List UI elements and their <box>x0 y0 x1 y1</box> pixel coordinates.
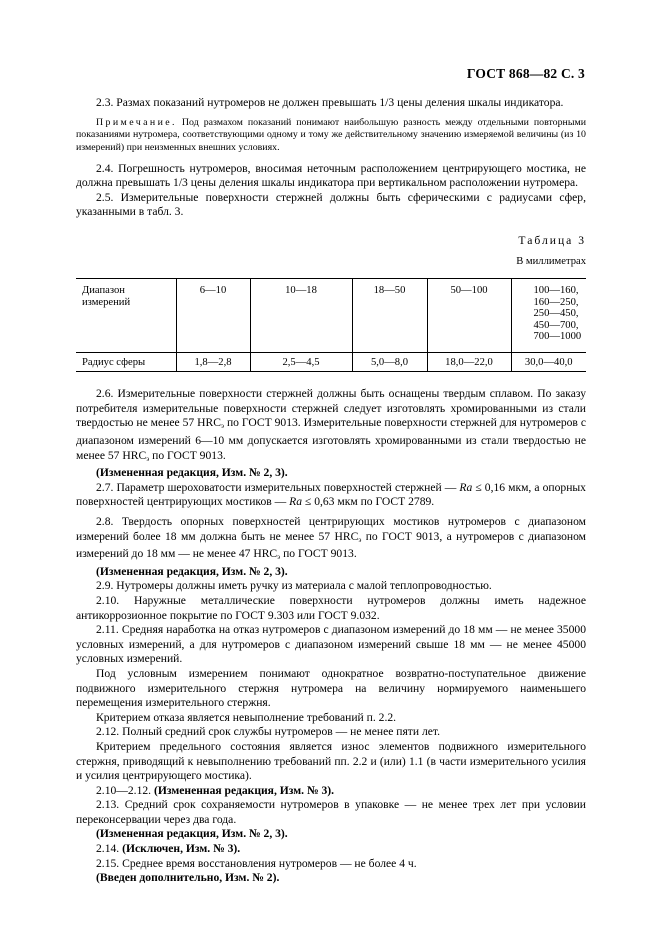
cell-line: 700—1000 <box>533 331 582 343</box>
table-cell: Радиус сферы <box>76 352 176 372</box>
clause-2-4: 2.4. Погрешность нутромеров, вносимая неточным расположением центрирующего мостика, не должна превышать 1/3 цены деления шкалы индикатора при вертикальном расположении нутромера. <box>76 161 586 190</box>
clause-2-9: 2.9. Нутромеры должны иметь ручку из материала с малой теплопроводностью. <box>96 579 492 593</box>
text: 2.6. Измерительные поверхности стержней должны быть оснащены твердым сплавом. По заказу потребителя измерительные поверхности стержней следует изготовлять хромированными из стали твердостью не менее 57 HRC <box>76 387 586 430</box>
cell-line: 100—160, <box>533 285 579 297</box>
table-cell: 1,8—2,8 <box>176 352 250 372</box>
conditional-measurement-definition: Под условным измерением понимают однократное возвратно-поступательное движение подвижного измерительного стержня нутромера на величину нормируемого наименьшего перемещения измерительного стержня. <box>76 666 586 710</box>
text: 2.7. Параметр шероховатости измерительных поверхностей стержней — <box>96 480 460 494</box>
clause-2-13: 2.13. Средний срок сохраняемости нутромеров в упаковке — не менее трех лет при условии переконсервации через два года. <box>76 798 586 826</box>
cell-line: 450—700, <box>533 319 579 331</box>
table-row <box>76 279 586 353</box>
text: 2.8. Твердость опорных поверхностей центрирующих мостиков нутромеров с диапазоном измерений более 18 мм должна быть не менее 57 HRC <box>76 515 586 543</box>
subscript: э <box>277 553 281 562</box>
text: Ra <box>459 480 473 494</box>
failure-criterion: Критерием отказа является невыполнение требований п. 2.2. <box>96 710 397 724</box>
table-cell: 2,5—4,5 <box>250 352 352 372</box>
table-cell: 50—100 <box>427 279 511 353</box>
table-unit: В миллиметрах <box>516 255 586 267</box>
amendment-note: (Измененная редакция, Изм. № 2, 3). <box>96 827 288 841</box>
table-cell: Диапазон измерений <box>76 279 176 353</box>
text: (Измененная редакция, Изм. № 3). <box>153 783 335 797</box>
table-cell: 6—10 <box>176 279 250 353</box>
text: по ГОСТ 9013. Измерительные поверхности стержней для нутромеров с диапазоном измерений 6—10 мм допускается изготовлять хромированными из стали твердостью не менее 57 HRC <box>76 416 587 462</box>
text: 2.10—2.12. <box>96 783 154 797</box>
text: по ГОСТ 9013. <box>280 547 357 561</box>
cell-line: 160—250, <box>533 296 579 308</box>
text: Ra <box>289 495 303 509</box>
clause-2-15: 2.15. Среднее время восстановления нутромеров — не более 4 ч. <box>96 856 417 870</box>
table-cell: 18—50 <box>352 279 427 353</box>
clause-2-11: 2.11. Средняя наработка на отказ нутромеров с диапазоном измерений до 18 мм — не менее 35000 условных измерений, а для нутромеров с диапазоном измерений свыше 18 мм — не менее 45000 условных измерений. <box>76 623 586 666</box>
clause-2-8 <box>76 515 586 565</box>
clause-2-3: 2.3. Размах показаний нутромеров не должен превышать 1/3 цены деления шкалы индикатора. <box>96 96 564 109</box>
note-text: Под размахом показаний понимают наибольшую разность между отдельными повторными показаниями нутромера, соответствующими одному и тому же действительному значению измеряемой величины (из 10 измерений) при неизменных внешних условиях. <box>76 116 586 153</box>
added-note: (Введен дополнительно, Изм. № 2). <box>96 871 280 885</box>
note-label: Примечание. <box>96 116 177 128</box>
clause-2-10: 2.10. Наружные металлические поверхности нутромеров должны иметь надежное антикоррозионное покрытие по ГОСТ 9.303 или ГОСТ 9.032. <box>76 593 586 622</box>
document-body <box>76 96 586 886</box>
subscript: э <box>358 535 362 544</box>
clause-2-7 <box>76 481 586 510</box>
cell-line: 250—450, <box>533 308 579 320</box>
text: по ГОСТ 9013. <box>149 448 226 462</box>
amendment-2-10-2-12 <box>76 784 586 799</box>
clause-2-6 <box>76 387 586 466</box>
subscript: э <box>221 422 225 431</box>
table-cell <box>511 279 586 353</box>
limit-state-criterion: Критерием предельного состояния является износ элементов подвижного измерительного стержня, приводящий к невыполнению требований пп. 2.2 и (или) 1.1 (в части измерительного усилия и усилия центрирующего мостика). <box>76 739 586 783</box>
amendment-note: (Измененная редакция, Изм. № 2, 3). <box>96 466 288 480</box>
subscript: э <box>146 454 150 463</box>
clause-2-14 <box>76 842 586 857</box>
text: 2.14. <box>96 842 123 856</box>
text: ≤ 0,16 мкм, а опорных поверхностей центрирующих мостиков — <box>76 480 586 509</box>
clause-2-5: 2.5. Измерительные поверхности стержней должны быть сферическими с радиусами сфер, указанными в табл. 3. <box>76 190 586 219</box>
table-cell: 30,0—40,0 <box>511 352 586 372</box>
page-header: ГОСТ 868—82 С. 3 <box>466 66 585 81</box>
amendment-note: (Измененная редакция, Изм. № 2, 3). <box>96 564 288 578</box>
table-cell: 5,0—8,0 <box>352 352 427 372</box>
table-cell: 10—18 <box>250 279 352 353</box>
table-caption: Таблица 3 <box>518 234 586 248</box>
text: по ГОСТ 9013, а нутромеров с диапазоном измерений до 18 мм — не менее 47 HRC <box>76 529 586 561</box>
text: ≤ 0,63 мкм по ГОСТ 2789. <box>302 495 435 509</box>
table-3 <box>76 278 586 372</box>
clause-2-12: 2.12. Полный средний срок службы нутромеров — не менее пяти лет. <box>96 725 441 739</box>
table-cell: 18,0—22,0 <box>427 352 511 372</box>
table-row <box>76 352 586 372</box>
note <box>76 117 586 155</box>
text: (Исключен, Изм. № 3). <box>122 842 241 856</box>
